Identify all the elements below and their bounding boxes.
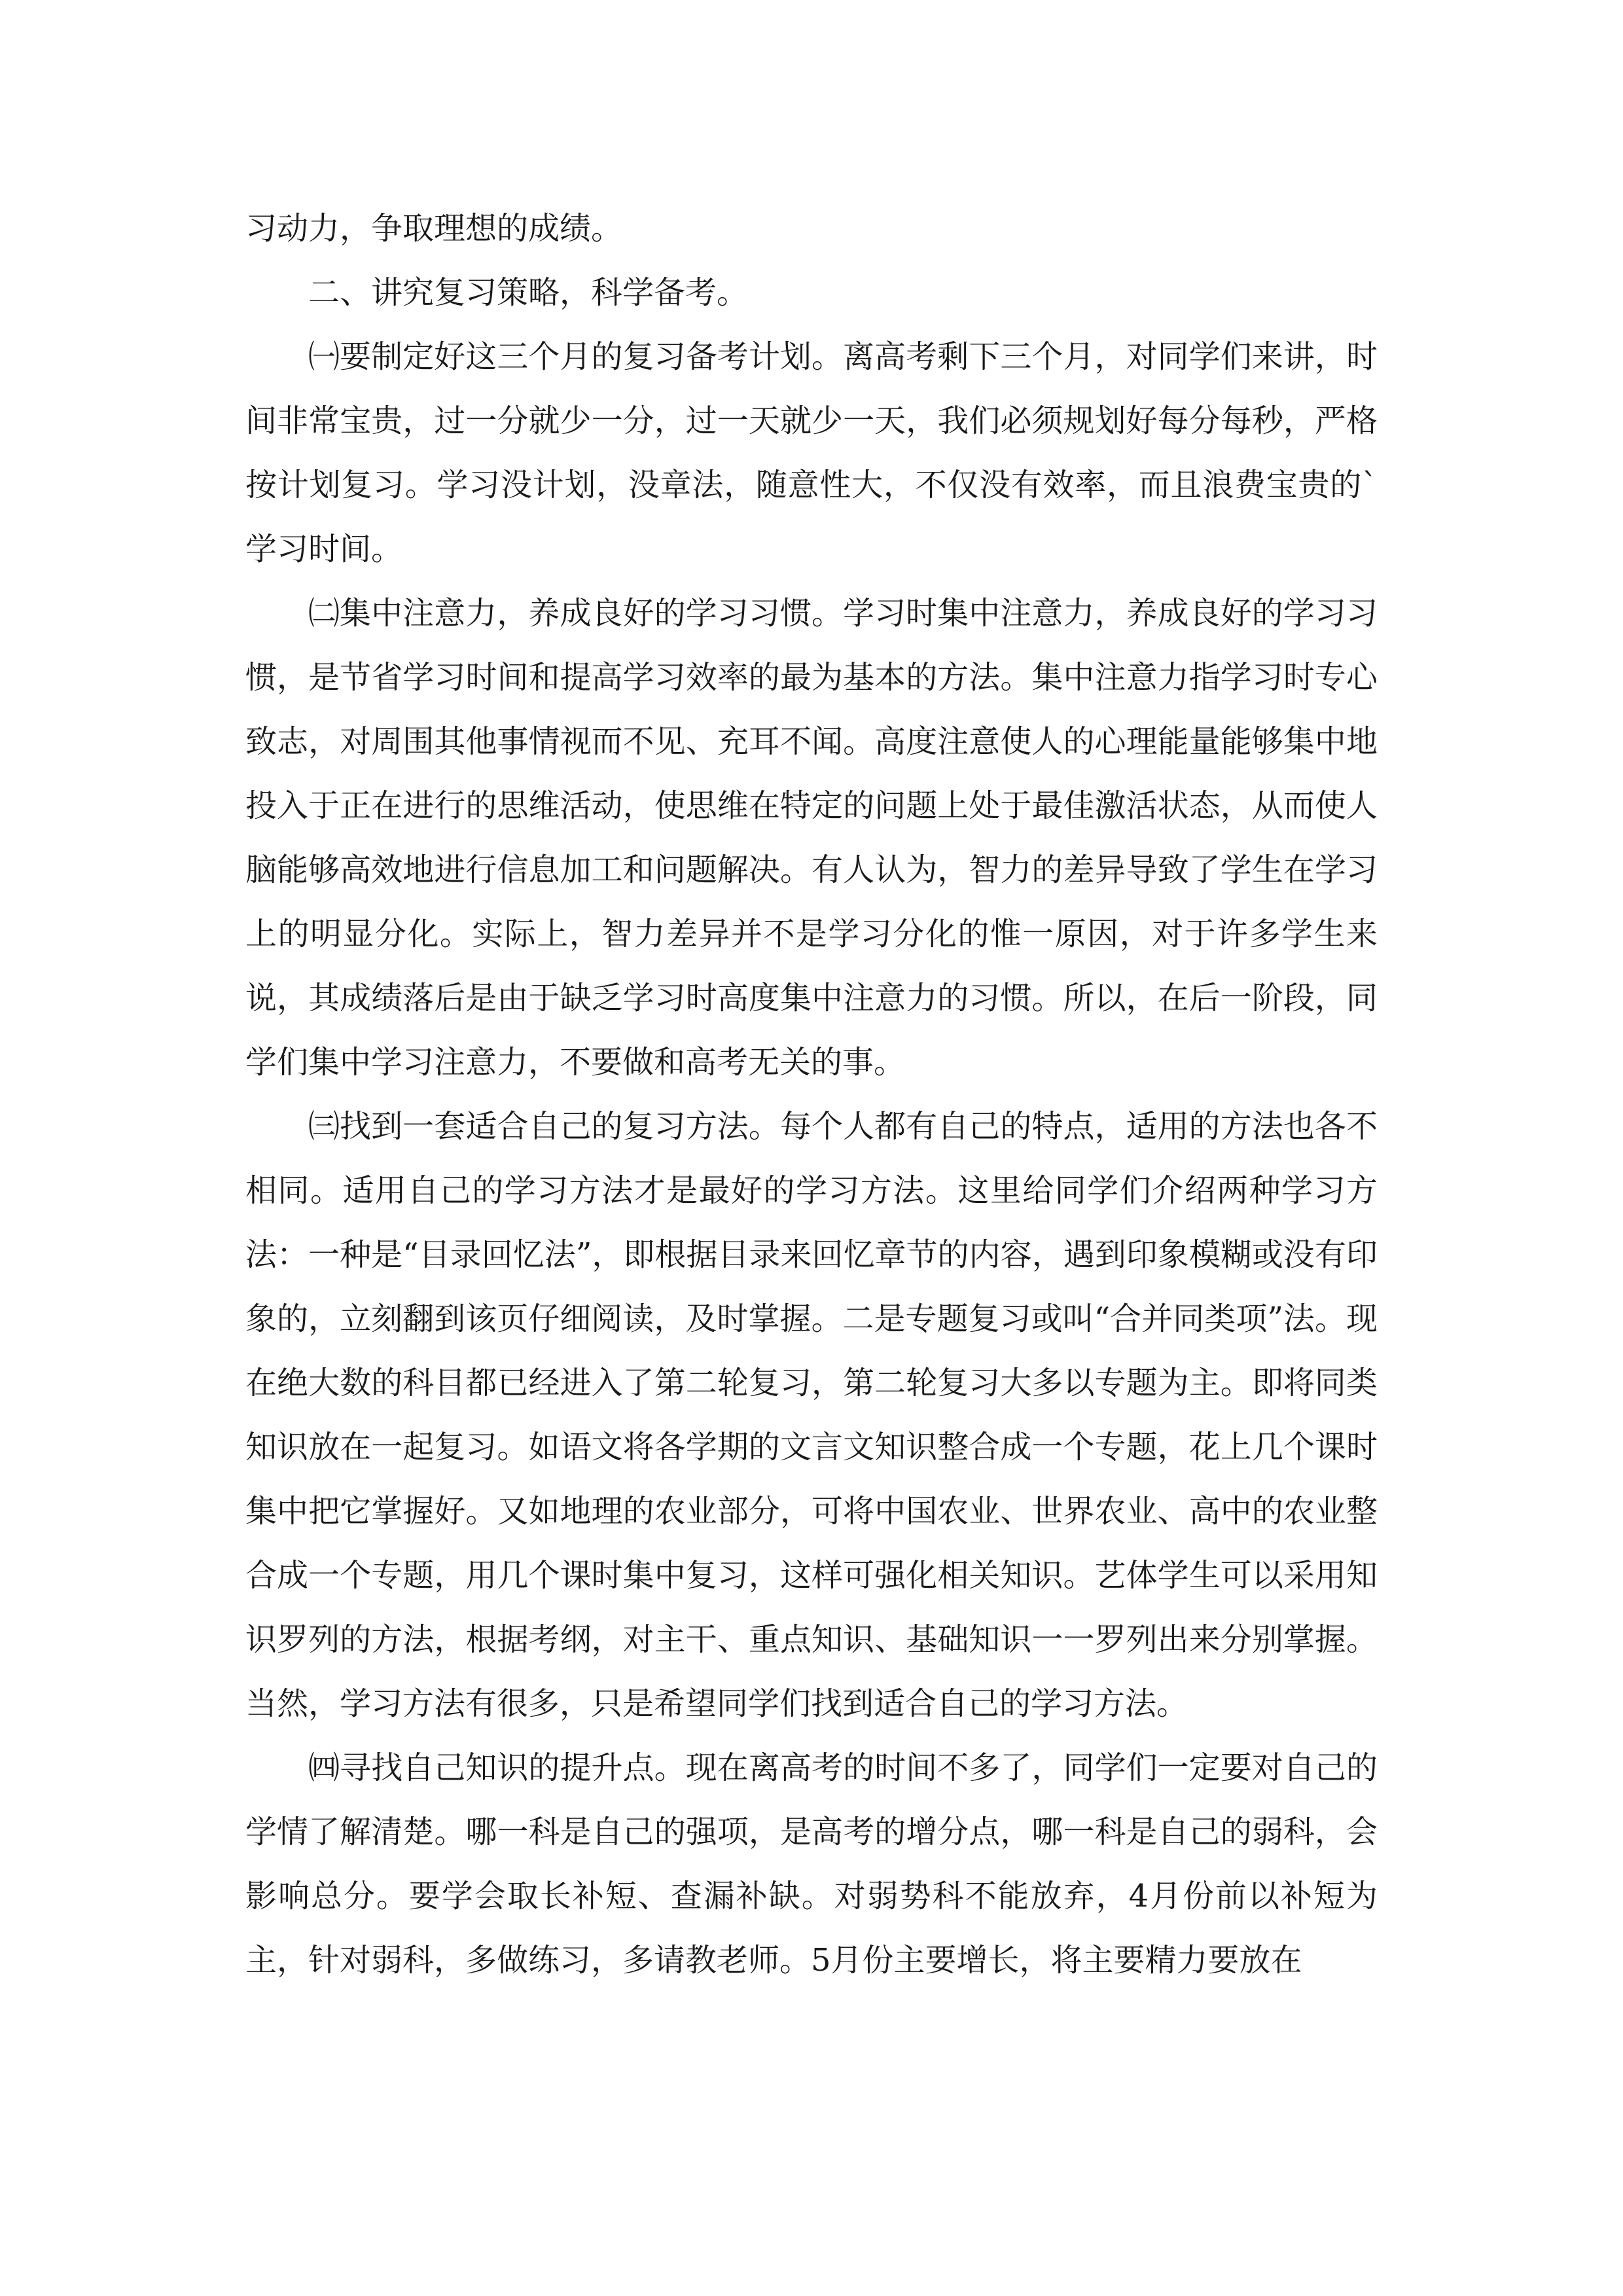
paragraph-3: ㈢找到一套适合自己的复习方法。每个人都有自己的特点，适用的方法也各不相同。适用自己的学习方法才是最好的学习方法。这里给同学们介绍两种学习方法：一种是“目录回忆法”，即根据目录来回忆章节的内容，遇到印象模糊或没有印象的，立刻翻到该页仔细阅读，及时掌握。二是专题复习或叫“合并同类项”法。现在绝大数的科目都已经进入了第二轮复习，第二轮复习大多以专题为主。即将同类知识放在一起复习。如语文将各学期的文言文知识整合成一个专题，花上几个课时集中把它掌握好。又如地理的农业部分，可将中国农业、世界农业、高中的农业整合成一个专题，用几个课时集中复习，这样可强化相关知识。艺体学生可以采用知识罗列的方法，根据考纲，对主干、重点知识、基础知识一一罗列出来分别掌握。当然，学习方法有很多，只是希望同学们找到适合自己的学习方法。	[245, 1108, 1378, 1722]
paragraph-continuation: 习动力，争取理想的成绩。	[245, 210, 623, 247]
paragraph-4: ㈣寻找自己知识的提升点。现在离高考的时间不多了，同学们一定要对自己的学情了解清楚。哪一科是自己的强项，是高考的增分点，哪一科是自己的弱科，会影响总分。要学会取长补短、查漏补缺。对弱势科不能放弃，4月份前以补短为主，针对弱科，多做练习，多请教老师。5月份主要增长，将主要精力要放在	[245, 1749, 1378, 1979]
section-heading: 二、讲究复习策略，科学备考。	[308, 274, 749, 311]
paragraph-2: ㈡集中注意力，养成良好的学习习惯。学习时集中注意力，养成良好的学习习惯，是节省学习时间和提高学习效率的最为基本的方法。集中注意力指学习时专心致志，对周围其他事情视而不见、充耳不闻。高度注意使人的心理能量能够集中地投入于正在进行的思维活动，使思维在特定的问题上处于最佳激活状态，从而使人脑能够高效地进行信息加工和问题解决。有人认为，智力的差异导致了学生在学习上的明显分化。实际上，智力差异并不是学习分化的惟一原因，对于许多学生来说，其成绩落后是由于缺乏学习时高度集中注意力的习惯。所以，在后一阶段，同学们集中学习注意力，不要做和高考无关的事。	[245, 595, 1378, 1081]
paragraph-1: ㈠要制定好这三个月的复习备考计划。离高考剩下三个月，对同学们来讲，时间非常宝贵，过一分就少一分，过一天就少一天，我们必须规划好每分每秒，严格按计划复习。学习没计划，没章法，随意性大，不仅没有效率，而且浪费宝贵的`学习时间。	[245, 338, 1378, 567]
document-body	[245, 196, 1378, 1992]
